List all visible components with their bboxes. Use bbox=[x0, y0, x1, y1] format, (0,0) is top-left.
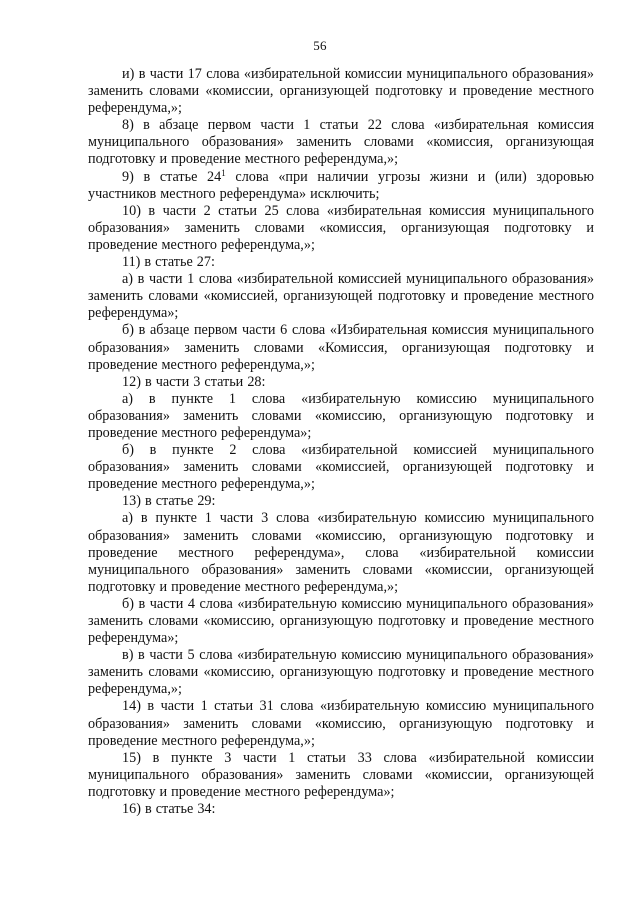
paragraph-item-9-lead: 9) в статье 24 bbox=[122, 168, 222, 185]
paragraph-item-14: 14) в части 1 статьи 31 слова «избирательную комиссию муниципального образования» заменить словами «комиссию, организующую подготовку и проведение местного референдума,»; bbox=[88, 698, 594, 749]
paragraph-item-12-a: а) в пункте 1 слова «избирательную комиссию муниципального образования» заменить словами «комиссию, организующую подготовку и проведение местного референдума»; bbox=[88, 390, 594, 441]
paragraph-item-11-a: а) в части 1 слова «избирательной комиссией муниципального образования» заменить словами «комиссией, организующей подготовку и проведение местного референдума»; bbox=[88, 271, 594, 322]
paragraph-item-15: 15) в пункте 3 части 1 статьи 33 слова «избирательной комиссии муниципального образования» заменить словами «комиссии, организующей подготовку и проведение местного референдума»; bbox=[88, 749, 594, 800]
paragraph-item-9-rest: слова «при наличии угрозы жизни и (или) здоровью участников местного референдума» исключить; bbox=[88, 168, 594, 202]
paragraph-item-11: 11) в статье 27: bbox=[122, 254, 215, 271]
paragraph-item-13-a: а) в пункте 1 части 3 слова «избирательную комиссию муниципального образования» заменить словами «комиссию, организующую подготовку и проведение местного референдума», слова «избирательной комиссии муниципального образования» заменить словами «комиссии, организующей подготовку и проведение местного референдума,»; bbox=[88, 510, 594, 595]
paragraph-item-13-c: в) в части 5 слова «избирательную комиссию муниципального образования» заменить словами «комиссию, организующую подготовку и проведение местного референдума,»; bbox=[88, 647, 594, 698]
paragraph-item-i: и) в части 17 слова «избирательной комиссии муниципального образования» заменить словами «комиссии, организующей подготовку и проведение местного референдума,»; bbox=[88, 66, 594, 117]
paragraph-item-16: 16) в статье 34: bbox=[122, 801, 216, 818]
paragraph-item-12: 12) в части 3 статьи 28: bbox=[122, 373, 266, 390]
paragraph-item-12-b: б) в пункте 2 слова «избирательной комиссией муниципального образования» заменить словами «комиссией, организующей подготовку и проведение местного референдума,»; bbox=[88, 442, 594, 493]
paragraph-item-10: 10) в части 2 статьи 25 слова «избирательная комиссия муниципального образования» заменить словами «комиссия, организующая подготовку и проведение местного референдума,»; bbox=[88, 202, 594, 253]
paragraph-item-8: 8) в абзаце первом части 1 статьи 22 слова «избирательная комиссия муниципального образования» заменить словами «комиссия, организующая подготовку и проведение местного референдума,»; bbox=[88, 117, 594, 168]
paragraph-item-13: 13) в статье 29: bbox=[122, 493, 216, 510]
document-body bbox=[88, 66, 594, 818]
page-number: 56 bbox=[313, 38, 327, 53]
article-superscript: 1 bbox=[221, 167, 226, 178]
paragraph-item-9 bbox=[88, 169, 594, 203]
paragraph-item-11-b: б) в абзаце первом части 6 слова «Избирательная комиссия муниципального образования» заменить словами «Комиссия, организующая подготовку и проведение местного референдума,»; bbox=[88, 322, 594, 373]
paragraph-item-13-b: б) в части 4 слова «избирательную комиссию муниципального образования» заменить словами «комиссию, организующую подготовку и проведение местного референдума»; bbox=[88, 595, 594, 647]
